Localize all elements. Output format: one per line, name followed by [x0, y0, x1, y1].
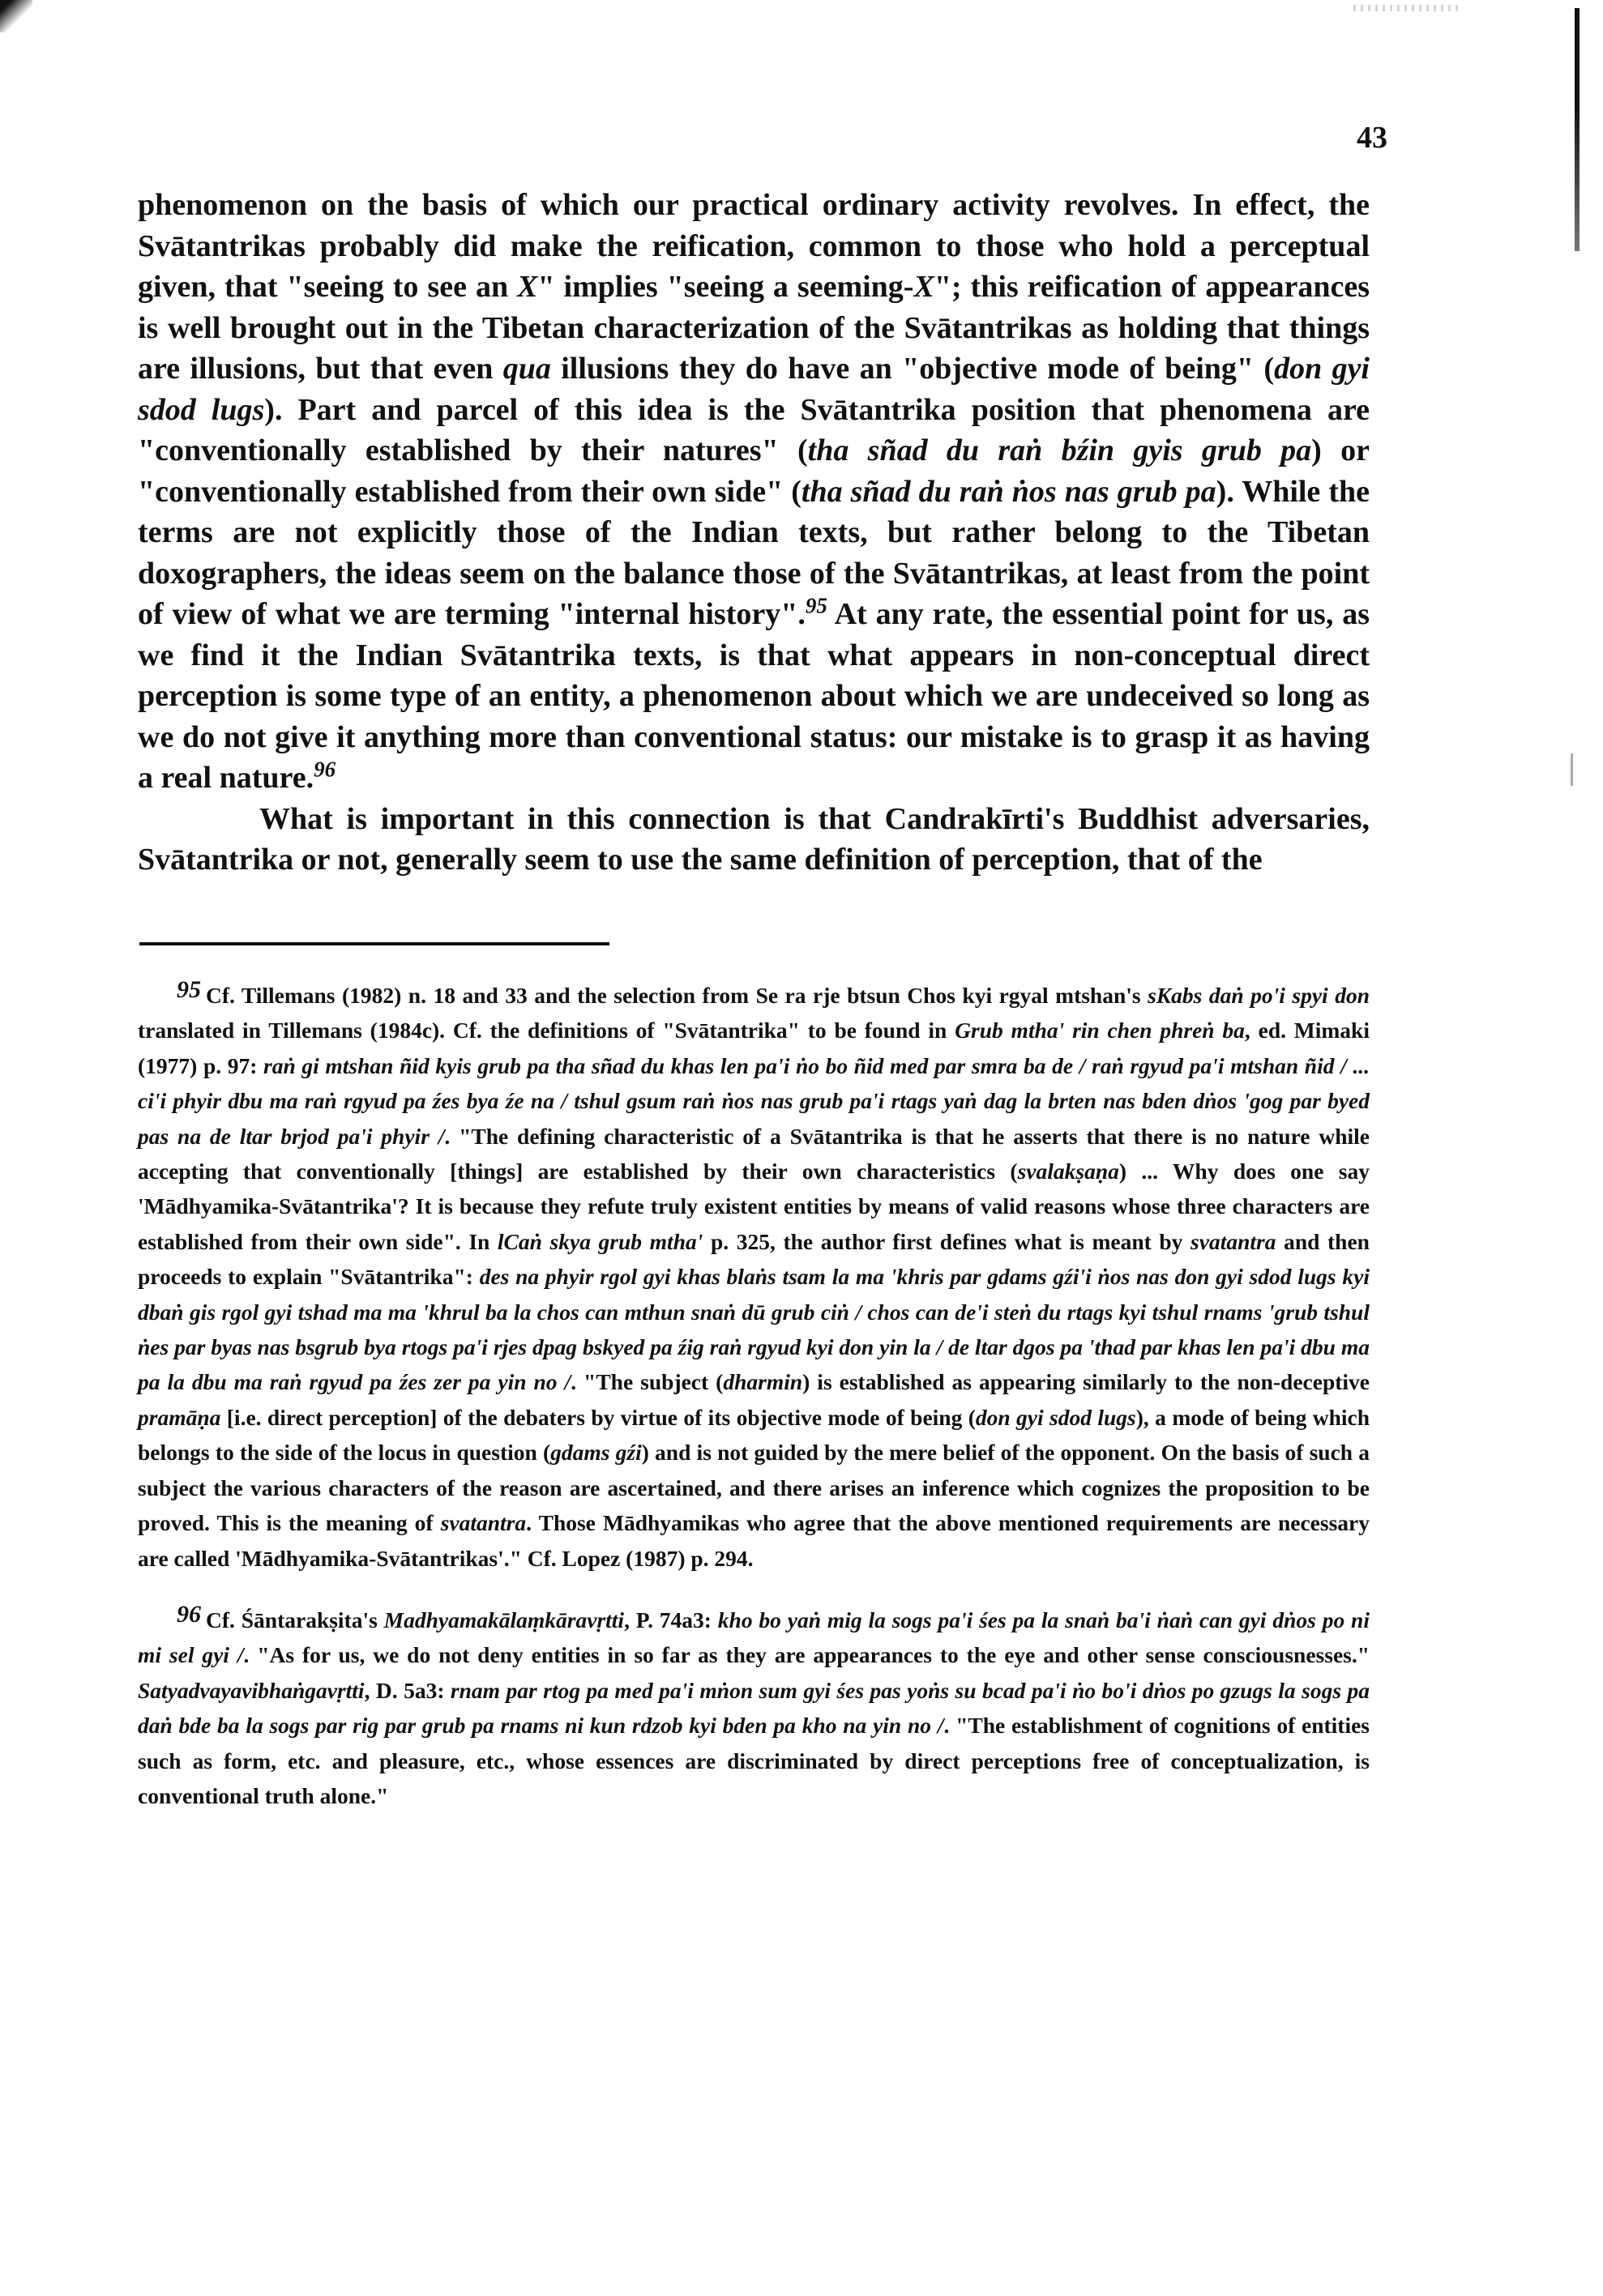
footnote-95: 95 Cf. Tillemans (1982) n. 18 and 33 and the selection from Se ra rje btsun Chos kyi rgyal mtshan's sKabs daṅ po'i spyi don translated in Tillemans (1984c). Cf. the definitions of "Svātantrika" to be found in Grub mtha' rin chen phreṅ ba, ed. Mimaki (1977) p. 97: raṅ gi mtshan ñid kyis grub pa tha sñad du khas len pa'i ṅo bo ñid med par smra ba de / raṅ rgyud pa'i mtshan ñid / ... ci'i phyir dbu ma raṅ rgyud pa źes bya źe na / tshul gsum raṅ ṅos nas grub pa'i rtags yaṅ dag la brten nas bden dṅos 'gog par byed pas na de ltar brjod pa'i phyir /. "The defining characteristic of a Svātantrika is that he asserts that there is no nature while accepting that conventionally [things] are established by their own characteristics (svalakṣaṇa) ... Why does one say 'Mādhyamika-Svātantrika'? It is because they refute truly existent entities by means of valid reasons whose three characters are established from their own side". In lCaṅ skya grub mtha' p. 325, the author first defines what is meant by svatantra and then proceeds to explain "Svātantrika": des na phyir rgol gyi khas blaṅs tsam la ma 'khris par gdams gźi'i ṅos nas don gyi sdod lugs kyi dbaṅ gis rgol gyi tshad ma ma 'khrul ba la chos can mthun snaṅ dū grub ciṅ / chos can de'i steṅ du rtags kyi tshul rnams 'grub tshul ṅes par byas nas bsgrub bya rtogs pa'i rjes dpag bskyed pa źig raṅ rgyud kyi don yin la / de ltar dgos pa 'thad par khas len pa'i dbu ma pa la dbu ma raṅ rgyud pa źes zer pa yin no /. "The subject (dharmin) is established as appearing similarly to the non-deceptive pramāṇa [i.e. direct perception] of the debaters by virtue of its objective mode of being (don gyi sdod lugs), a mode of being which belongs to the side of the locus in question (gdams gźi) and is not guided by the mere belief of the opponent. On the basis of such a subject the various characters of the reason are ascertained, and there arises an inference which cognizes the proposition to be proved. This is the meaning of svatantra. Those Mādhyamikas who agree that the above mentioned requirements are necessary are called 'Mādhyamika-Svātantrikas'." Cf. Lopez (1987) p. 294. — [138, 976, 1370, 1571]
footnote-ref-96[interactable]: 96 — [314, 757, 336, 782]
scan-edge-mark — [1571, 753, 1573, 786]
scan-edge-bar — [1575, 8, 1579, 251]
page-number: 43 — [1357, 121, 1387, 155]
footnote-ref-95[interactable]: 95 — [805, 593, 827, 618]
footnotes — [138, 972, 1370, 1834]
body-paragraph-1: phenomenon on the basis of which our practical ordinary activity revolves. In effect, the Svātantrikas probably did make the reification, common to those who hold a perceptual given, that "seeing to see an X" implies "seeing a seeming-X"; this reification of appearances is well brought out in the Tibetan characterization of the Svātantrikas as holding that things are illusions, but that even qua illusions they do have an "objective mode of being" (don gyi sdod lugs). Part and parcel of this idea is the Svātantrika position that phenomena are "conventionally established by their natures" (tha sñad du raṅ bźin gyis grub pa) or "conventionally established from their own side" (tha sñad du raṅ ṅos nas grub pa). While the terms are not explicitly those of the Indian texts, but rather belong to the Tibetan doxographers, the ideas seem on the balance those of the Svātantrikas, at least from the point of view of what we are terming "internal history".$^{95}$ At any rate, the essential point for us, as we find it the Indian Svātantrika texts, is that what appears in non-conceptual direct perception is some type of an entity, a phenomenon about which we are undeceived so long as we do not give it anything more than conventional status: our mistake is to grasp it as having a real nature.$^{96}$ — [138, 188, 1370, 795]
scan-edge-specks — [1353, 5, 1459, 11]
footnote-number: 95 — [177, 976, 201, 1003]
footnote-96: 96 Cf. Śāntarakṣita's Madhyamakālaṃkāravṛtti, P. 74a3: kho bo yaṅ mig la sogs pa'i śes pa la snaṅ ba'i ṅaṅ can gyi dṅos po ni mi sel gyi /. "As for us, we do not deny entities in so far as they are appearances to the eye and other sense consciousnesses." Satyadvayavibhaṅgavṛtti, D. 5a3: rnam par rtog pa med pa'i mṅon sum gyi śes pas yoṅs su bcad pa'i ṅo bo'i dṅos po gzugs la sogs pa daṅ bde ba la sogs par rig par grub pa rnams ni kun rdzob kyi bden pa kho na yin no /. "The establishment of cognitions of entities such as form, etc. and pleasure, etc., whose essences are discriminated by direct perceptions free of conceptualization, is conventional truth alone." — [138, 1600, 1370, 1808]
scan-corner-shadow — [0, 0, 32, 32]
body-text — [138, 185, 1370, 881]
footnote-divider — [139, 942, 609, 945]
body-paragraph-2: What is important in this connection is that Candrakīrti's Buddhist adversaries, Svātantrika or not, generally seem to use the same definition of perception, that of the — [138, 801, 1370, 877]
footnote-number: 96 — [177, 1600, 201, 1628]
